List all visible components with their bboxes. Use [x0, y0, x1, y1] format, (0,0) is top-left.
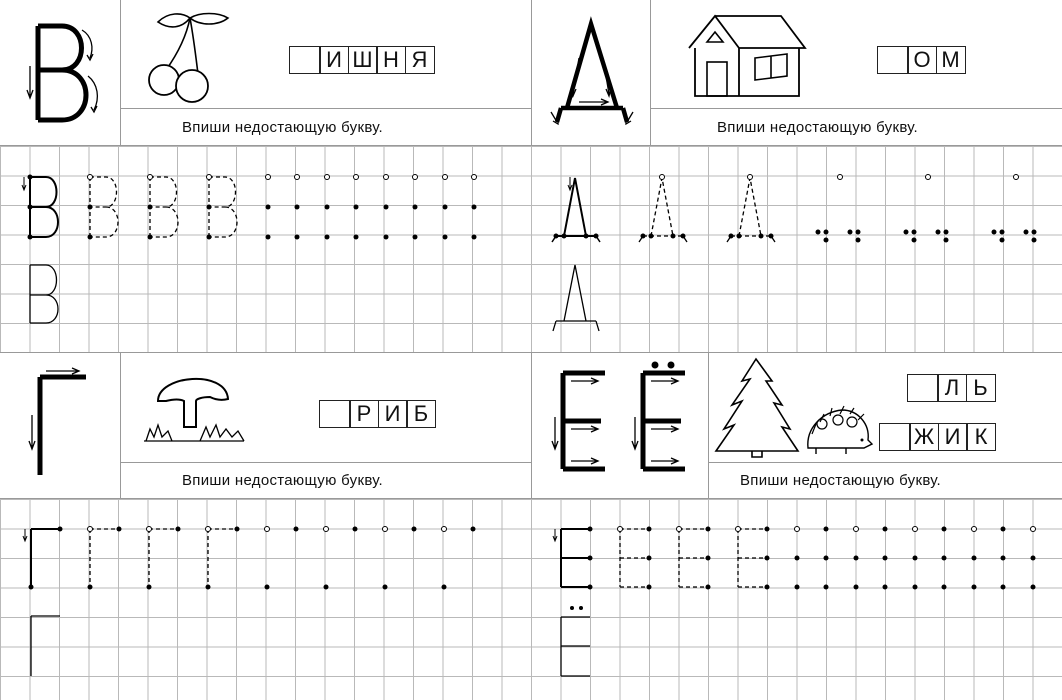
letter-box: Ж [909, 423, 939, 451]
trace-pattern-v-d [0, 145, 1062, 353]
divider [650, 108, 1062, 109]
missing-letter-box[interactable] [289, 46, 321, 74]
trace-pattern-g-e [0, 498, 1062, 700]
letter-box: Б [406, 400, 436, 428]
divider [120, 462, 531, 463]
hedgehog-picture [802, 400, 874, 458]
missing-letter-box[interactable] [907, 374, 939, 402]
word-ezhik [880, 423, 996, 451]
missing-letter-box[interactable] [877, 46, 909, 74]
instruction-text: Впиши недостающую букву. [182, 472, 384, 489]
letter-d-model [545, 18, 640, 133]
divider [531, 0, 532, 145]
cherry-picture [140, 8, 240, 103]
divider [120, 108, 531, 109]
divider [531, 353, 532, 498]
letter-box: М [936, 46, 966, 74]
letter-box: О [907, 46, 937, 74]
letter-box: Л [937, 374, 967, 402]
divider [120, 0, 121, 145]
instruction-text: Впиши недостающую букву. [182, 119, 384, 136]
letter-yo-model [625, 355, 695, 475]
letter-box: Я [405, 46, 435, 74]
letter-box: И [378, 400, 408, 428]
letter-box: Р [349, 400, 379, 428]
word-dom [878, 46, 966, 74]
word-grib [320, 400, 436, 428]
letter-g-model [20, 365, 100, 480]
divider [650, 0, 651, 145]
instruction-text: Впиши недостающую букву. [740, 472, 942, 489]
missing-letter-box[interactable] [879, 423, 911, 451]
house-picture [685, 10, 810, 100]
fir-tree-picture [712, 355, 807, 460]
letter-box: И [938, 423, 968, 451]
letter-box: Н [376, 46, 406, 74]
letter-box: К [966, 423, 996, 451]
word-el [908, 374, 996, 402]
divider [708, 353, 709, 498]
divider [708, 462, 1062, 463]
letter-box: И [319, 46, 349, 74]
letter-box: Ь [966, 374, 996, 402]
letter-box: Ш [348, 46, 378, 74]
mushroom-picture [140, 365, 250, 450]
letter-v-model [20, 18, 110, 128]
missing-letter-box[interactable] [319, 400, 351, 428]
word-vishnya [290, 46, 435, 74]
instruction-text: Впиши недостающую букву. [717, 119, 919, 136]
letter-e-model [545, 355, 615, 475]
divider [120, 353, 121, 498]
